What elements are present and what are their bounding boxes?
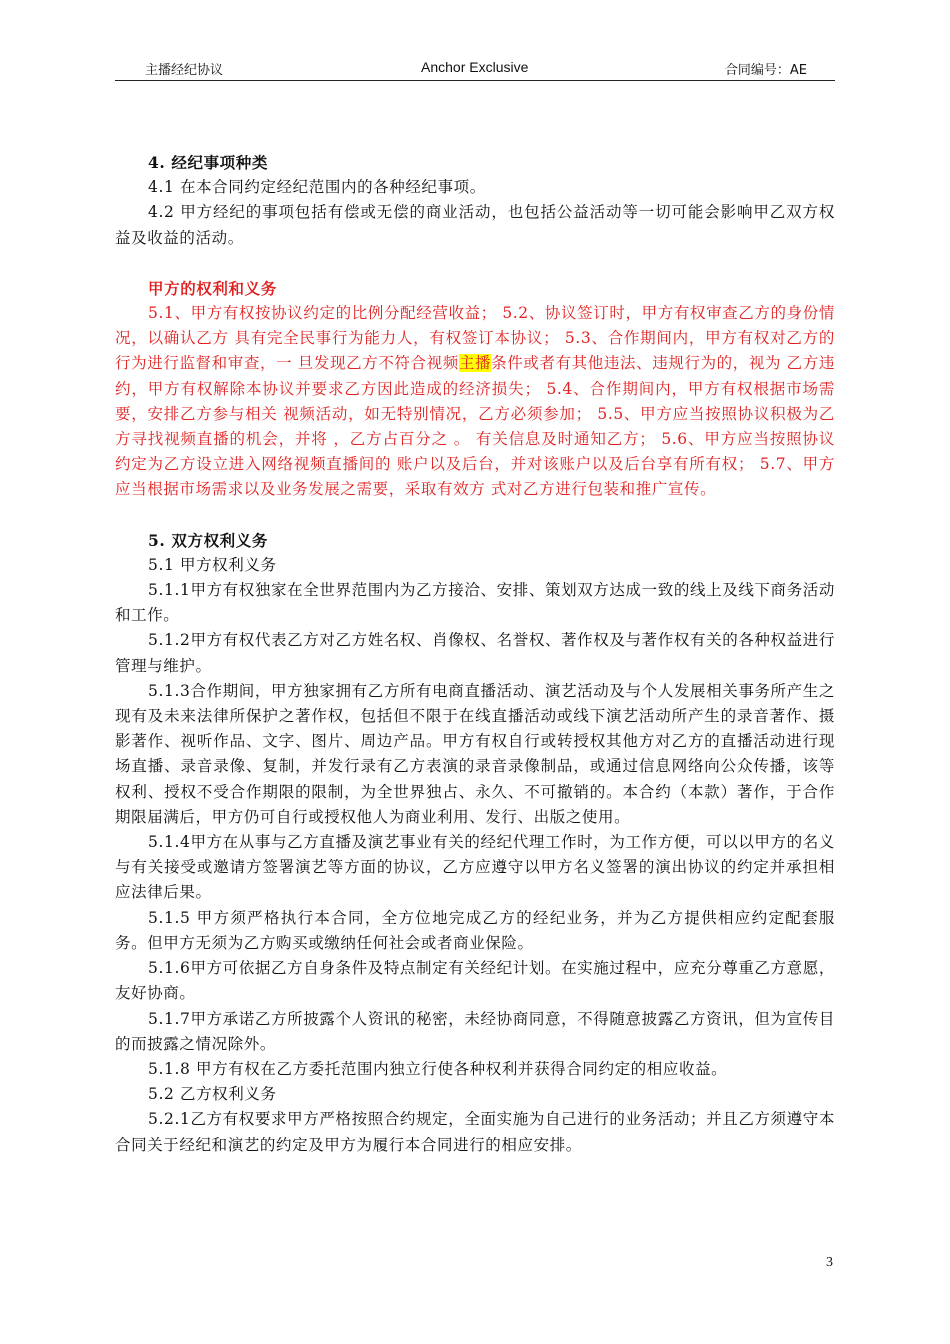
party-a-rights-heading: 甲方的权利和义务 — [148, 278, 277, 298]
header-doc-title: 主播经纪协议 — [145, 63, 224, 78]
subsection-5-1: 5.1 甲方权利义务 — [148, 555, 277, 574]
clause-5-1-4: 5.1.4甲方在从事与乙方直播及演艺事业有关的经纪代理工作时，为工作方便，可以以甲方的名义与有关接受或邀请方签署演艺等方面的协议，乙方应遵守以甲方名义签署的演出协议的约定并承担相应法律后果。 — [115, 833, 835, 902]
subsection-5-2: 5.2 乙方权利义务 — [148, 1085, 277, 1104]
rights-text-part2: 条件或者有其他违法、违规行为的，视为 乙方违约，甲方有权解除本协议并要求乙方因此造成的经济损失； 5.4、合作期间内，甲方有权根据市场需要，安排乙方参与相关 视频活动，如无特别情况，乙方必须参加； 5.5、甲方应当按照协议积极为乙方寻找视频直播的机会，并将 ，乙方占百分之 。 有关信息及时通知乙方； 5.6、甲方应当按照协议约定为乙方设立进入网络视频直播间的 账户以及后台，并对该账户以及后台享有所有权； 5.7、甲方应当根据市场需求以及业务发展之需要，采取有效方 式对乙方进行包装和推广宣传。 — [115, 354, 835, 499]
header-contract-number: 合同编号：AE — [724, 63, 807, 78]
clause-5-1-1: 5.1.1甲方有权独家在全世界范围内为乙方接洽、安排、策划双方达成一致的线上及线下商务活动和工作。 — [115, 581, 835, 625]
document-body — [115, 150, 835, 1158]
clause-5-1-6: 5.1.6甲方可依据乙方自身条件及特点制定有关经纪计划。在实施过程中，应充分尊重乙方意愿，友好协商。 — [115, 959, 835, 1003]
clause-5-2-1: 5.2.1乙方有权要求甲方严格按照合约规定，全面实施为自己进行的业务活动；并且乙方须遵守本合同关于经纪和演艺的约定及甲方为履行本合同进行的相应安排。 — [115, 1110, 835, 1154]
page-header — [115, 58, 835, 81]
section-4-heading: 4. 经纪事项种类 — [148, 153, 268, 172]
clause-5-1-2: 5.1.2甲方有权代表乙方对乙方姓名权、肖像权、名誉权、著作权及与著作权有关的各种权益进行管理与维护。 — [115, 631, 835, 675]
clause-5-1-3: 5.1.3合作期间，甲方独家拥有乙方所有电商直播活动、演艺活动及与个人发展相关事务所产生之现有及未来法律所保护之著作权，包括但不限于在线直播活动或线下演艺活动所产生的录音著作、摄影著作、视听作品、文字、图片、周边产品。甲方有权自行或转授权其他方对乙方的直播活动进行现场直播、录音录像、复制，并发行录有乙方表演的录音录像制品，或通过信息网络向公众传播，该等权利、授权不受合作期限的限制，为全世界独占、永久、不可撤销的。本合约（本款）著作，于合作期限届满后，甲方仍可自行或授权他人为商业利用、发行、出版之使用。 — [115, 681, 835, 826]
clause-5-1-8: 5.1.8 甲方有权在乙方委托范围内独立行使各种权利并获得合同约定的相应收益。 — [148, 1059, 728, 1078]
clause-5-1-5: 5.1.5 甲方须严格执行本合同，全方位地完成乙方的经纪业务，并为乙方提供相应约定配套服务。但甲方无须为乙方购买或缴纳任何社会或者商业保险。 — [115, 908, 835, 952]
clause-4-1: 4.1 在本合同约定经纪范围内的各种经纪事项。 — [148, 178, 486, 197]
clause-5-1-7: 5.1.7甲方承诺乙方所披露个人资讯的秘密，未经协商同意，不得随意披露乙方资讯，但为宣传目的而披露之情况除外。 — [115, 1009, 835, 1053]
clause-4-2: 4.2 甲方经纪的事项包括有偿或无偿的商业活动，也包括公益活动等一切可能会影响甲乙双方权益及收益的活动。 — [115, 203, 835, 247]
section-5-heading: 5. 双方权利义务 — [148, 530, 268, 550]
page-number: 3 — [826, 1255, 833, 1270]
header-english-title: Anchor Exclusive — [421, 59, 529, 75]
highlighted-term: 主播 — [458, 354, 492, 373]
party-a-rights-paragraph — [115, 301, 835, 503]
rights-text-part1: 5.1、甲方有权按协议约定的比例分配经营收益； 5.2、协议签订时，甲方有权审查乙方的身份情况，以确认乙方 具有完全民事行为能力人，有权签订本协议； 5.3、合作期间内，甲方有权对乙方的行为进行监督和审查，一 旦发现乙方不符合视频 — [115, 304, 835, 373]
